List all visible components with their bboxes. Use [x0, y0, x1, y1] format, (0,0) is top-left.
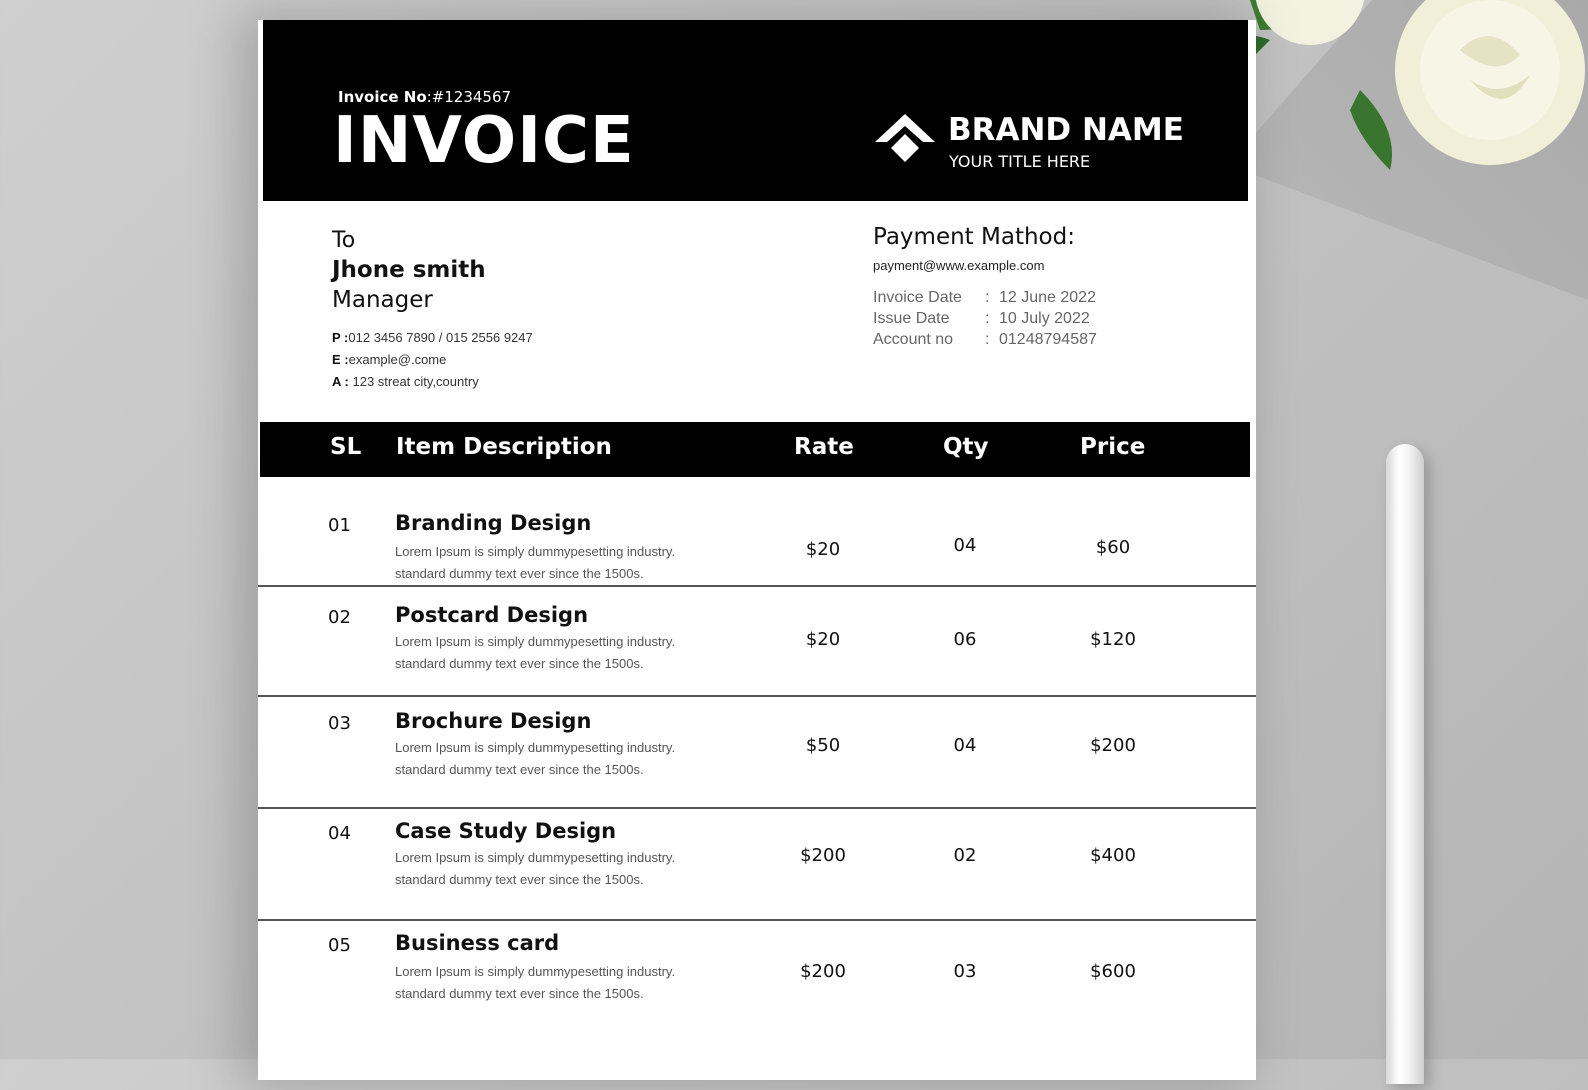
row-price: $600: [1090, 961, 1136, 982]
client-email: [332, 349, 533, 371]
account-no-row: [873, 329, 1097, 350]
row-description: [395, 631, 675, 675]
row-desc-line2: standard dummy text ever since the 1500s.: [395, 656, 644, 671]
account-no-sep: :: [985, 331, 990, 348]
row-rate: $200: [800, 961, 846, 982]
brand-name: BRAND NAME: [948, 112, 1184, 148]
issue-date-sep: :: [985, 310, 990, 327]
row-description: [395, 961, 675, 1005]
payment-block: [873, 224, 1097, 350]
row-desc-line2: standard dummy text ever since the 1500s.: [395, 566, 644, 581]
account-no-value: 01248794587: [999, 331, 1097, 348]
brand-subtitle: YOUR TITLE HERE: [949, 152, 1091, 171]
items-table-header: [260, 422, 1250, 477]
invoice-date-sep: :: [985, 289, 990, 306]
stylus-pencil-decoration: [1386, 444, 1424, 1084]
issue-date-row: [873, 308, 1097, 329]
account-no-label: Account no: [873, 331, 954, 348]
invoice-date-value: 12 June 2022: [999, 289, 1096, 306]
client-contact: [332, 327, 533, 393]
row-title: Business card: [395, 931, 560, 955]
row-desc-line2: standard dummy text ever since the 1500s.: [395, 872, 644, 887]
table-row: [258, 587, 1256, 697]
client-block: [332, 228, 533, 393]
issue-date-label: Issue Date: [873, 310, 950, 327]
row-desc-line1: Lorem Ipsum is simply dummypesetting industry.: [395, 544, 676, 559]
row-qty: 04: [953, 735, 977, 756]
row-sl: 03: [328, 713, 351, 734]
invoice-header: [263, 20, 1248, 201]
row-title: Case Study Design: [395, 819, 617, 843]
row-price: $400: [1090, 845, 1136, 866]
invoice-paper: [258, 20, 1256, 1080]
email-label: E :: [332, 352, 349, 367]
brand-logo-icon: [873, 112, 937, 164]
header-sl: SL: [330, 434, 362, 460]
payment-method-title: Payment Mathod:: [873, 224, 1075, 250]
row-desc-line2: standard dummy text ever since the 1500s.: [395, 986, 644, 1001]
row-desc-line1: Lorem Ipsum is simply dummypesetting industry.: [395, 850, 676, 865]
payment-email: payment@www.example.com: [873, 258, 1045, 273]
row-description: [395, 847, 675, 891]
header-price: Price: [1080, 434, 1146, 460]
header-rate: Rate: [794, 434, 854, 460]
table-row: [258, 477, 1256, 587]
row-sl: 04: [328, 823, 351, 844]
row-qty: 06: [953, 629, 977, 650]
row-desc-line2: standard dummy text ever since the 1500s.: [395, 762, 644, 777]
issue-date-value: 10 July 2022: [999, 310, 1090, 327]
invoice-number-label: Invoice No: [338, 88, 427, 106]
row-rate: $200: [800, 845, 846, 866]
client-name: Jhone smith: [332, 257, 486, 283]
invoice-dates: [873, 287, 1097, 350]
phone-value: 012 3456 7890 / 015 2556 9247: [348, 330, 533, 345]
header-item-description: Item Description: [396, 434, 612, 460]
row-title: Branding Design: [395, 511, 592, 535]
row-sl: 05: [328, 935, 351, 956]
invoice-date-label: Invoice Date: [873, 289, 962, 306]
row-rate: $50: [805, 735, 841, 756]
row-price: $60: [1095, 537, 1131, 558]
phone-label: P :: [332, 330, 349, 345]
invoice-title: INVOICE: [333, 104, 635, 178]
invoice-date-row: [873, 287, 1097, 308]
row-price: $200: [1090, 735, 1136, 756]
row-rate: $20: [805, 539, 841, 560]
row-sl: 02: [328, 607, 351, 628]
row-rate: $20: [805, 629, 841, 650]
row-desc-line1: Lorem Ipsum is simply dummypesetting industry.: [395, 740, 676, 755]
client-phone: [332, 327, 533, 349]
row-desc-line1: Lorem Ipsum is simply dummypesetting industry.: [395, 964, 676, 979]
row-title: Postcard Design: [395, 603, 589, 627]
row-desc-line1: Lorem Ipsum is simply dummypesetting industry.: [395, 634, 676, 649]
row-description: [395, 737, 675, 781]
row-qty: 03: [953, 961, 977, 982]
row-qty: 04: [953, 535, 977, 556]
to-label: To: [332, 228, 356, 253]
invoice-number-value: :#1234567: [426, 88, 512, 106]
client-role: Manager: [332, 287, 433, 313]
items-table-body: [258, 477, 1256, 1031]
address-value: 123 streat city,country: [352, 374, 479, 389]
header-qty: Qty: [943, 434, 989, 460]
client-address: [332, 371, 533, 393]
row-qty: 02: [953, 845, 977, 866]
row-title: Brochure Design: [395, 709, 592, 733]
row-description: [395, 541, 675, 585]
email-value: example@.come: [348, 352, 447, 367]
row-price: $120: [1090, 629, 1136, 650]
table-row: [258, 697, 1256, 809]
table-row: [258, 921, 1256, 1031]
address-label: A :: [332, 374, 349, 389]
table-row: [258, 809, 1256, 921]
row-sl: 01: [328, 515, 351, 536]
